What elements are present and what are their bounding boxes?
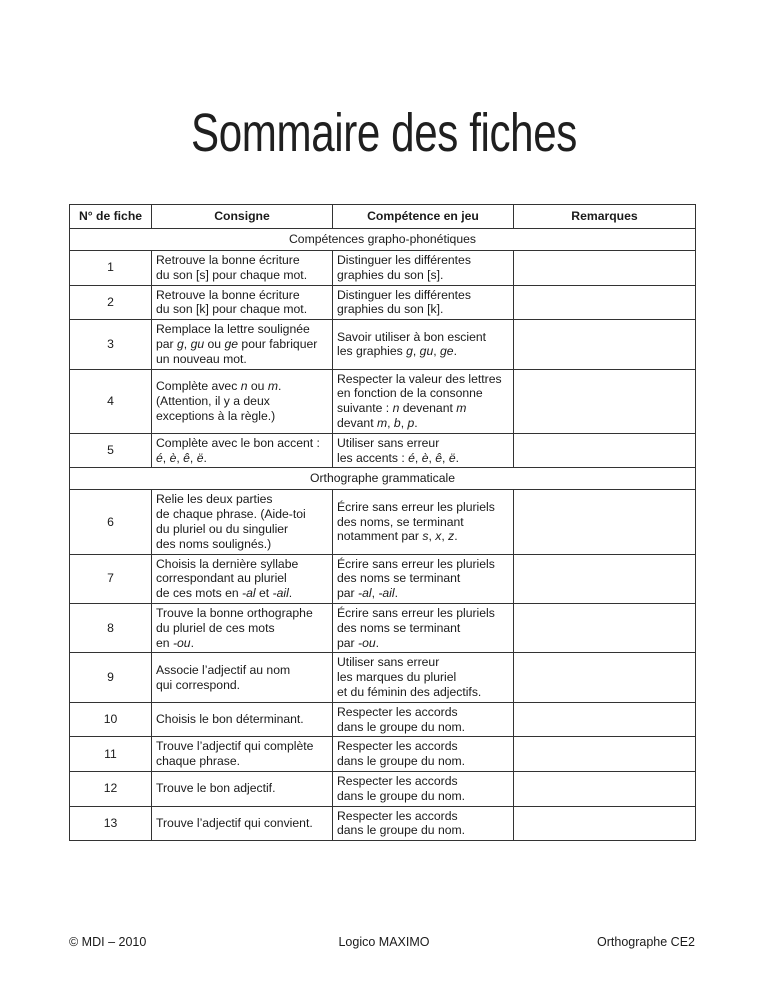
consigne-cell: Trouve la bonne orthographe du pluriel de ces mots en -ou. xyxy=(152,603,333,652)
remarques-cell xyxy=(514,251,696,286)
fiche-number: 1 xyxy=(70,251,152,286)
table-row xyxy=(70,490,696,554)
competence-cell: Utiliser sans erreur les marques du pluriel et du féminin des adjectifs. xyxy=(333,653,514,702)
remarques-cell xyxy=(514,737,696,772)
competence-cell: Distinguer les différentes graphies du son [s]. xyxy=(333,251,514,286)
fiche-number: 8 xyxy=(70,603,152,652)
competence-cell: Utiliser sans erreur les accents : é, è, ê, ë. xyxy=(333,433,514,468)
table-row xyxy=(70,806,696,841)
consigne-cell: Choisis la dernière syllabe correspondant au pluriel de ces mots en -al et -ail. xyxy=(152,554,333,603)
footer-copyright: © MDI – 2010 xyxy=(69,935,147,949)
consigne-cell: Complète avec le bon accent : é, è, ê, ë. xyxy=(152,433,333,468)
fiche-number: 4 xyxy=(70,369,152,433)
table-row xyxy=(70,653,696,702)
remarques-cell xyxy=(514,320,696,369)
remarques-cell xyxy=(514,433,696,468)
remarques-cell xyxy=(514,369,696,433)
consigne-cell: Relie les deux parties de chaque phrase. (Aide-toi du pluriel ou du singulier des noms soulignés.) xyxy=(152,490,333,554)
remarques-cell xyxy=(514,702,696,737)
competence-cell: Écrire sans erreur les pluriels des noms, se terminant notamment par s, x, z. xyxy=(333,490,514,554)
consigne-cell: Trouve l’adjectif qui convient. xyxy=(152,806,333,841)
table-row xyxy=(70,369,696,433)
header-num: N° de fiche xyxy=(70,205,152,229)
table-row xyxy=(70,433,696,468)
fiche-number: 3 xyxy=(70,320,152,369)
remarques-cell xyxy=(514,603,696,652)
consigne-cell: Complète avec n ou m. (Attention, il y a deux exceptions à la règle.) xyxy=(152,369,333,433)
summary-table xyxy=(69,204,696,841)
table-row xyxy=(70,737,696,772)
remarques-cell xyxy=(514,653,696,702)
header-consigne: Consigne xyxy=(152,205,333,229)
section-title: Orthographe grammaticale xyxy=(70,468,696,490)
table-row xyxy=(70,554,696,603)
footer-subject: Orthographe CE2 xyxy=(597,935,695,949)
consigne-cell: Choisis le bon déterminant. xyxy=(152,702,333,737)
competence-cell: Respecter les accords dans le groupe du nom. xyxy=(333,702,514,737)
footer-series: Logico MAXIMO xyxy=(338,935,430,949)
competence-cell: Distinguer les différentes graphies du son [k]. xyxy=(333,285,514,320)
fiche-number: 13 xyxy=(70,806,152,841)
consigne-cell: Trouve l’adjectif qui complète chaque phrase. xyxy=(152,737,333,772)
remarques-cell xyxy=(514,806,696,841)
competence-cell: Écrire sans erreur les pluriels des noms se terminant par -al, -ail. xyxy=(333,554,514,603)
table-row xyxy=(70,603,696,652)
consigne-cell: Retrouve la bonne écriture du son [k] pour chaque mot. xyxy=(152,285,333,320)
fiche-number: 6 xyxy=(70,490,152,554)
table-row xyxy=(70,702,696,737)
table-row xyxy=(70,771,696,806)
fiche-number: 5 xyxy=(70,433,152,468)
header-competence: Compétence en jeu xyxy=(333,205,514,229)
remarques-cell xyxy=(514,771,696,806)
fiche-number: 2 xyxy=(70,285,152,320)
competence-cell: Respecter les accords dans le groupe du nom. xyxy=(333,771,514,806)
table-body xyxy=(70,229,696,841)
fiche-number: 11 xyxy=(70,737,152,772)
consigne-cell: Retrouve la bonne écriture du son [s] pour chaque mot. xyxy=(152,251,333,286)
remarques-cell xyxy=(514,285,696,320)
section-row xyxy=(70,468,696,490)
consigne-cell: Remplace la lettre soulignée par g, gu ou ge pour fabriquer un nouveau mot. xyxy=(152,320,333,369)
table-row xyxy=(70,251,696,286)
table-row xyxy=(70,285,696,320)
fiche-number: 7 xyxy=(70,554,152,603)
competence-cell: Respecter les accords dans le groupe du nom. xyxy=(333,806,514,841)
consigne-cell: Associe l’adjectif au nom qui correspond. xyxy=(152,653,333,702)
remarques-cell xyxy=(514,490,696,554)
section-title: Compétences grapho-phonétiques xyxy=(70,229,696,251)
fiche-number: 9 xyxy=(70,653,152,702)
remarques-cell xyxy=(514,554,696,603)
competence-cell: Respecter la valeur des lettres en fonction de la consonne suivante : n devenant m devant m, b, p. xyxy=(333,369,514,433)
header-remarques: Remarques xyxy=(514,205,696,229)
competence-cell: Respecter les accords dans le groupe du nom. xyxy=(333,737,514,772)
page-title: Sommaire des fiches xyxy=(191,103,577,163)
table-header-row xyxy=(70,205,696,229)
competence-cell: Écrire sans erreur les pluriels des noms se terminant par -ou. xyxy=(333,603,514,652)
consigne-cell: Trouve le bon adjectif. xyxy=(152,771,333,806)
competence-cell: Savoir utiliser à bon escient les graphies g, gu, ge. xyxy=(333,320,514,369)
fiche-number: 12 xyxy=(70,771,152,806)
section-row xyxy=(70,229,696,251)
table-row xyxy=(70,320,696,369)
fiche-number: 10 xyxy=(70,702,152,737)
